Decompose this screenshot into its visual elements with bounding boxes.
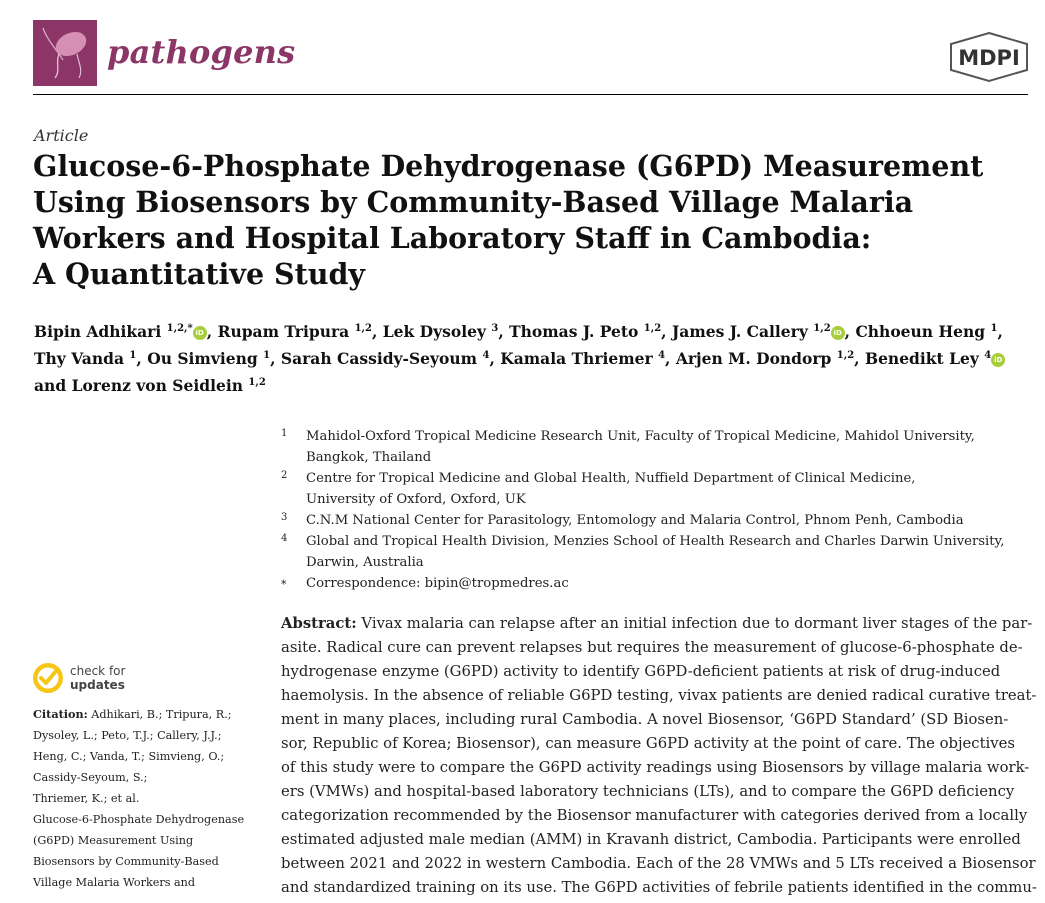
citation-text: Heng, C.; Vanda, T.; Simvieng, O.;	[33, 750, 225, 763]
author-affiliation: 1,2,*	[166, 323, 193, 334]
journal-logo	[33, 20, 97, 86]
author-affiliation: 1,2	[354, 323, 372, 334]
affiliation-text: Bangkok, Thailand	[306, 450, 432, 465]
author-affiliation: 1	[263, 350, 271, 362]
publisher-logo[interactable]	[948, 31, 1030, 83]
affiliation-item	[281, 510, 1021, 531]
citation-text: Glucose-6-Phosphate Dehydrogenase	[33, 813, 245, 826]
abstract-text: Vivax malaria can relapse after an initial infection due to dormant liver stages of the par-	[361, 615, 1033, 632]
correspondence-marker: *	[281, 578, 287, 591]
abstract-text: of this study were to compare the G6PD activity readings using Biosensors by village malaria work-	[281, 759, 1030, 776]
abstract-text: and standardized training on its use. The G6PD activities of febrile patients identified in the commu-	[281, 879, 1037, 896]
abstract-text: between 2021 and 2022 in western Cambodia. Each of the 28 VMWs and 5 LTs received a Biosensor	[281, 855, 1036, 872]
author-conjunction: and	[34, 376, 67, 396]
author-separator: ,	[854, 349, 865, 369]
author-name[interactable]: Lek Dysoley	[382, 322, 486, 342]
citation-label: Citation:	[33, 707, 88, 721]
affiliation-text: Centre for Tropical Medicine and Global Health, Nuffield Department of Clinical Medicine,	[306, 471, 916, 486]
abstract-section	[281, 612, 1037, 900]
author-separator: ,	[661, 322, 672, 342]
title-line: A Quantitative Study	[33, 257, 365, 291]
author-affiliation: 1,2	[813, 323, 831, 334]
author-name[interactable]: Rupam Tripura	[217, 322, 350, 342]
title-line: Glucose-6-Phosphate Dehydrogenase (G6PD) Measurement	[33, 149, 984, 183]
citation-text: Thriemer, K.; et al.	[33, 792, 140, 805]
citation-text: (G6PD) Measurement Using	[33, 834, 194, 847]
author-name[interactable]: Kamala Thriemer	[500, 349, 653, 369]
author-line	[34, 371, 1034, 398]
abstract-text: categorization recommended by the Biosensor manufacturer with categories derived from a locally	[281, 807, 1028, 824]
header-divider	[33, 94, 1028, 95]
article-type: Article	[34, 126, 89, 145]
author-affiliation: 1,2	[836, 350, 855, 362]
abstract-label: Abstract:	[281, 615, 357, 632]
author-separator: ,	[498, 322, 510, 342]
affiliation-list	[281, 426, 1021, 594]
check-updates-line2: updates	[70, 678, 125, 692]
author-affiliation: 1,2	[643, 323, 662, 334]
abstract-text: sor, Republic of Korea; Biosensor), can measure G6PD activity at the point of care. The objectives	[281, 735, 1015, 752]
orcid-icon[interactable]: iD	[193, 326, 207, 340]
author-line	[34, 317, 1034, 344]
author-separator: ,	[844, 322, 856, 342]
author-affiliation: 4	[984, 350, 992, 362]
abstract-text: ment in many places, including rural Cambodia. A novel Biosensor, ‘G6PD Standard’ (SD Biosen-	[281, 711, 1009, 728]
author-affiliation: 4	[482, 350, 490, 362]
check-updates-icon	[32, 662, 64, 694]
author-line	[34, 344, 1034, 371]
affiliation-number: 3	[281, 512, 288, 523]
author-separator: ,	[665, 349, 676, 369]
affiliation-text: Darwin, Australia	[306, 555, 424, 570]
affiliation-item	[281, 426, 1021, 468]
abstract-text: haemolysis. In the absence of reliable G6PD testing, vivax patients are denied radical curative treat-	[281, 687, 1037, 704]
page-title	[33, 148, 1023, 292]
author-name[interactable]: Chhoeun Heng	[855, 322, 986, 342]
affiliation-text: C.N.M National Center for Parasitology, Entomology and Malaria Control, Phnom Penh, Cambodia	[306, 513, 964, 528]
author-separator: ,	[489, 349, 501, 369]
author-affiliation: 1	[129, 350, 137, 362]
correspondence-email[interactable]: Correspondence: bipin@tropmedres.ac	[306, 576, 569, 591]
author-name[interactable]: Arjen M. Dondorp	[675, 349, 832, 369]
affiliation-number: 1	[281, 428, 288, 439]
citation-text: Biosensors by Community-Based	[33, 855, 219, 868]
author-separator: ,	[136, 349, 148, 369]
title-line: Using Biosensors by Community-Based Village Malaria	[33, 185, 914, 219]
affiliation-number: 2	[281, 470, 288, 481]
citation-text: Dysoley, L.; Peto, T.J.; Callery, J.J.;	[33, 729, 222, 742]
orcid-icon[interactable]: iD	[831, 326, 845, 340]
author-name[interactable]: Ou Simvieng	[147, 349, 258, 369]
author-name[interactable]: Sarah Cassidy-Seyoum	[280, 349, 478, 369]
author-list	[34, 317, 1034, 398]
author-affiliation: 1	[990, 323, 998, 334]
affiliation-text: Mahidol-Oxford Tropical Medicine Research Unit, Faculty of Tropical Medicine, Mahidol University,	[306, 429, 975, 444]
author-name[interactable]: Thomas J. Peto	[509, 322, 639, 342]
affiliation-number: 4	[281, 533, 288, 544]
author-separator: ,	[997, 322, 1003, 342]
author-affiliation: 4	[658, 350, 666, 362]
check-updates-line1: check for	[70, 664, 126, 678]
author-name[interactable]: Bipin Adhikari	[34, 322, 162, 342]
author-name[interactable]: James J. Callery	[671, 322, 808, 342]
orcid-icon[interactable]: iD	[991, 353, 1005, 367]
author-separator: ,	[371, 322, 383, 342]
check-for-updates-button[interactable]	[32, 662, 152, 696]
abstract-text: asite. Radical cure can prevent relapses but requires the measurement of glucose-6-phosphate de-	[281, 639, 1023, 656]
affiliation-item	[281, 468, 1021, 510]
citation-text: Adhikari, B.; Tripura, R.;	[91, 708, 232, 721]
abstract-text: ers (VMWs) and hospital-based laboratory technicians (LTs), and to compare the G6PD deficiency	[281, 783, 1015, 800]
affiliation-text: Global and Tropical Health Division, Menzies School of Health Research and Charles Darwin University,	[306, 534, 1005, 549]
affiliation-item	[281, 531, 1021, 573]
correspondence-item	[281, 573, 1021, 594]
citation-text: Cassidy-Seyoum, S.;	[33, 771, 148, 784]
pathogen-logo-icon	[33, 20, 97, 86]
journal-name[interactable]: pathogens	[107, 33, 296, 71]
author-name[interactable]: Thy Vanda	[34, 349, 125, 369]
author-affiliation: 3	[491, 323, 499, 334]
affiliation-text: University of Oxford, Oxford, UK	[306, 492, 526, 507]
citation-text: Village Malaria Workers and	[33, 876, 196, 889]
author-affiliation: 1,2	[248, 377, 266, 389]
author-name[interactable]: Lorenz von Seidlein	[71, 376, 243, 396]
author-separator: ,	[270, 349, 281, 369]
author-name[interactable]: Benedikt Ley	[864, 349, 979, 369]
publisher-name: MDPI	[958, 46, 1020, 70]
title-line: Workers and Hospital Laboratory Staff in Cambodia:	[33, 221, 872, 255]
abstract-text: estimated adjusted male median (AMM) in Kravanh district, Cambodia. Participants were enrolled	[281, 831, 1021, 848]
author-separator: ,	[206, 322, 218, 342]
citation-block	[33, 704, 263, 893]
abstract-text: hydrogenase enzyme (G6PD) activity to identify G6PD-deficient patients at risk of drug-induced	[281, 663, 1001, 680]
